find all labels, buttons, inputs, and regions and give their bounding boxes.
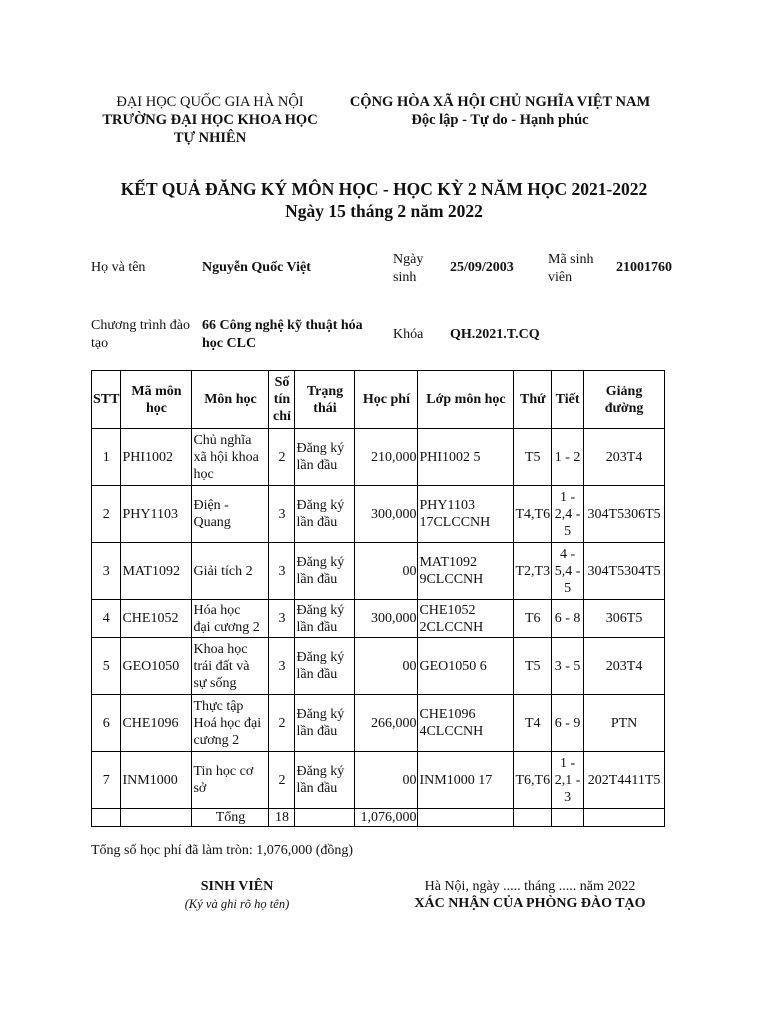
row-fee: 00: [355, 543, 418, 600]
student-name: Nguyễn Quốc Việt: [202, 260, 311, 275]
row-stt: 6: [92, 695, 121, 752]
row-class: PHY1103 17CLCCNH: [418, 486, 514, 543]
table-body: [92, 429, 665, 809]
row-room: 306T5: [584, 600, 665, 638]
header-fee: Học phí: [355, 371, 418, 429]
table-row: [92, 543, 665, 600]
header-credits: Số tín chỉ: [269, 371, 295, 429]
row-class: GEO1050 6: [418, 638, 514, 695]
course-label: Khóa: [393, 327, 424, 342]
row-fee: 210,000: [355, 429, 418, 486]
table-row: [92, 486, 665, 543]
row-credits: 2: [269, 429, 295, 486]
row-class: INM1000 17: [418, 752, 514, 809]
student-signature-title: SINH VIÊN: [200, 879, 274, 894]
row-day: T4,T6: [514, 486, 552, 543]
row-period: 4 - 5,4 - 5: [552, 543, 584, 600]
row-room: 203T4: [584, 429, 665, 486]
student-id-label: Mã sinh viên: [548, 252, 594, 285]
row-stt: 1: [92, 429, 121, 486]
row-credits: 3: [269, 600, 295, 638]
title-main: KẾT QUẢ ĐĂNG KÝ MÔN HỌC - HỌC KỲ 2 NĂM HỌC 2021-2022: [120, 179, 648, 199]
title-date: Ngày 15 tháng 2 năm 2022: [285, 201, 483, 221]
table-row: [92, 752, 665, 809]
row-day: T5: [514, 429, 552, 486]
row-day: T2,T3: [514, 543, 552, 600]
name-label: Họ và tên: [91, 260, 146, 275]
row-room: PTN: [584, 695, 665, 752]
student-id: 21001760: [616, 260, 672, 275]
row-status: Đăng ký lần đầu: [295, 600, 355, 638]
row-day: T5: [514, 638, 552, 695]
row-stt: 3: [92, 543, 121, 600]
course-value: QH.2021.T.CQ: [450, 327, 540, 342]
row-fee: 300,000: [355, 486, 418, 543]
row-period: 3 - 5: [552, 638, 584, 695]
row-subject: Giải tích 2: [192, 543, 269, 600]
row-room: 202T4411T5: [584, 752, 665, 809]
dob-label: Ngày sinh: [393, 252, 424, 285]
row-status: Đăng ký lần đầu: [295, 695, 355, 752]
table-row: [92, 429, 665, 486]
table-row: [92, 695, 665, 752]
row-code: CHE1052: [121, 600, 192, 638]
row-stt: 2: [92, 486, 121, 543]
row-code: PHY1103: [121, 486, 192, 543]
row-code: PHI1002: [121, 429, 192, 486]
document-title: [0, 178, 768, 222]
row-credits: 2: [269, 752, 295, 809]
row-class: PHI1002 5: [418, 429, 514, 486]
row-period: 6 - 8: [552, 600, 584, 638]
row-class: CHE1052 2CLCCNH: [418, 600, 514, 638]
total-row: [92, 809, 665, 827]
place-date: Hà Nội, ngày ..... tháng ..... năm 2022: [424, 879, 636, 894]
header-class: Lớp môn học: [418, 371, 514, 429]
row-credits: 3: [269, 543, 295, 600]
table-row: [92, 600, 665, 638]
row-period: 1 - 2,1 - 3: [552, 752, 584, 809]
school-name-line2: TỰ NHIÊN: [173, 130, 247, 146]
row-credits: 3: [269, 638, 295, 695]
row-class: MAT1092 9CLCCNH: [418, 543, 514, 600]
office-confirmation-title: XÁC NHẬN CỦA PHÒNG ĐÀO TẠO: [414, 896, 646, 911]
row-period: 6 - 9: [552, 695, 584, 752]
program-label: Chương trình đào tạo: [91, 318, 190, 351]
program-name: 66 Công nghệ kỹ thuật hóa học CLC: [202, 318, 363, 351]
national-header: [330, 93, 670, 129]
row-period: 1 - 2: [552, 429, 584, 486]
row-subject: Tin học cơ sở: [192, 752, 269, 809]
row-fee: 00: [355, 752, 418, 809]
university-name: ĐẠI HỌC QUỐC GIA HÀ NỘI: [116, 94, 304, 110]
row-stt: 5: [92, 638, 121, 695]
header-period: Tiết: [552, 371, 584, 429]
row-status: Đăng ký lần đầu: [295, 638, 355, 695]
school-name-line1: TRƯỜNG ĐẠI HỌC KHOA HỌC: [102, 112, 318, 128]
row-status: Đăng ký lần đầu: [295, 429, 355, 486]
header-status: Trạng thái: [295, 371, 355, 429]
registration-table: [91, 370, 665, 827]
row-fee: 266,000: [355, 695, 418, 752]
header-subject: Môn học: [192, 371, 269, 429]
row-subject: Hóa học đại cương 2: [192, 600, 269, 638]
student-signature-note: (Ký và ghi rõ họ tên): [184, 897, 290, 911]
row-day: T6: [514, 600, 552, 638]
row-stt: 7: [92, 752, 121, 809]
row-room: 203T4: [584, 638, 665, 695]
row-credits: 2: [269, 695, 295, 752]
total-fee-note: Tổng số học phí đã làm tròn: 1,076,000 (đồng): [91, 843, 354, 858]
total-credits: 18: [269, 809, 295, 827]
total-fee: 1,076,000: [355, 809, 418, 827]
row-subject: Thực tập Hoá học đại cương 2: [192, 695, 269, 752]
row-credits: 3: [269, 486, 295, 543]
header-room: Giảng đường: [584, 371, 665, 429]
row-room: 304T5306T5: [584, 486, 665, 543]
row-status: Đăng ký lần đầu: [295, 543, 355, 600]
row-code: INM1000: [121, 752, 192, 809]
table-row: [92, 638, 665, 695]
row-status: Đăng ký lần đầu: [295, 752, 355, 809]
row-period: 1 - 2,4 - 5: [552, 486, 584, 543]
row-fee: 00: [355, 638, 418, 695]
total-label: Tổng: [192, 809, 269, 827]
header-code: Mã môn học: [121, 371, 192, 429]
row-fee: 300,000: [355, 600, 418, 638]
row-subject: Khoa học trái đất và sự sống: [192, 638, 269, 695]
row-code: GEO1050: [121, 638, 192, 695]
table-header-row: [92, 371, 665, 429]
row-code: MAT1092: [121, 543, 192, 600]
student-dob: 25/09/2003: [450, 260, 514, 275]
row-status: Đăng ký lần đầu: [295, 486, 355, 543]
row-day: T4: [514, 695, 552, 752]
university-header: [80, 93, 340, 147]
national-name: CỘNG HÒA XÃ HỘI CHỦ NGHĨA VIỆT NAM: [349, 94, 651, 110]
row-subject: Chủ nghĩa xã hội khoa học: [192, 429, 269, 486]
row-stt: 4: [92, 600, 121, 638]
row-room: 304T5304T5: [584, 543, 665, 600]
national-motto: Độc lập - Tự do - Hạnh phúc: [411, 112, 589, 128]
header-day: Thứ: [514, 371, 552, 429]
row-class: CHE1096 4CLCCNH: [418, 695, 514, 752]
row-day: T6,T6: [514, 752, 552, 809]
row-code: CHE1096: [121, 695, 192, 752]
header-stt: STT: [92, 371, 121, 429]
row-subject: Điện - Quang: [192, 486, 269, 543]
